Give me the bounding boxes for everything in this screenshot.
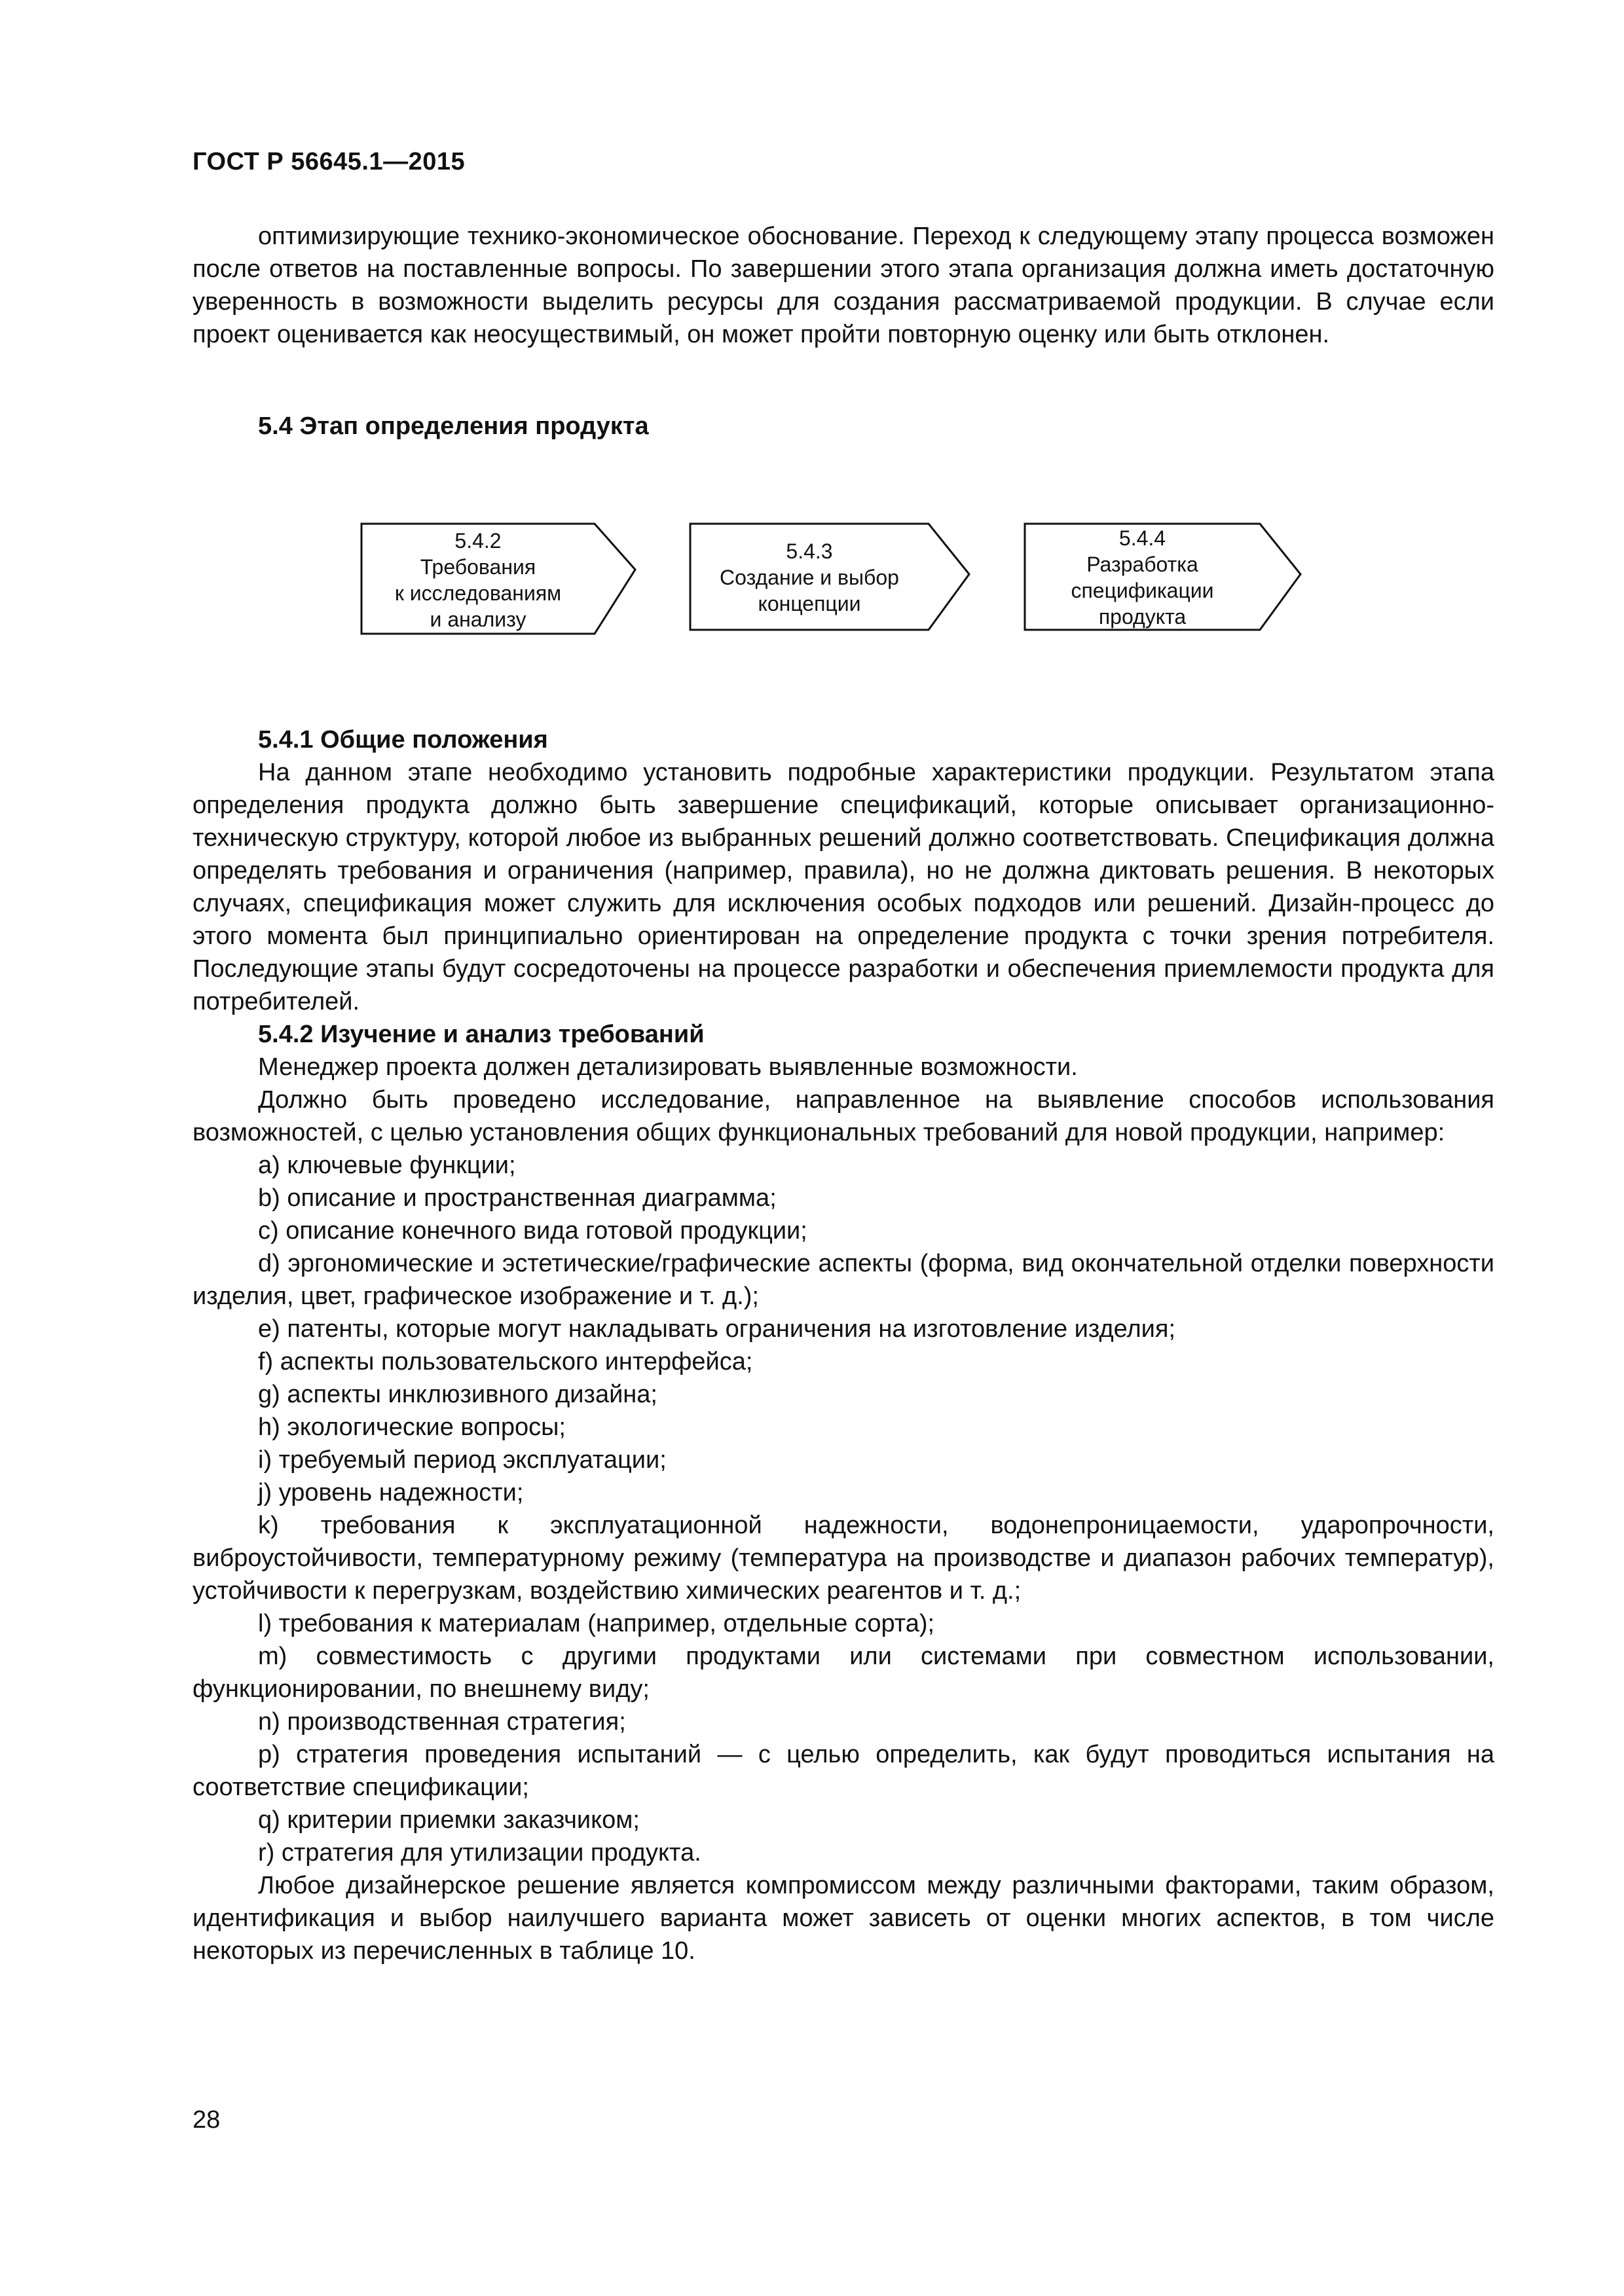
section-5-4-1-paragraph: На данном этапе необходимо установить подробные характеристики продукции. Результатом этапа определения продукта должно быть завершение спецификаций, которые описывает организационно-техническую структуру, которой любое из выбранных решений должно соответствовать. Спецификация должна определять требования и ограничения (например, правила), но не должна диктовать решения. В некоторых случаях, спецификация может служить для исключения особых подходов или решений. Дизайн-процесс до этого момента был принципиально ориентирован на определение продукта с точки зрения потребителя. Последующие этапы будут сосредоточены на процессе разработки и обеспечения приемлемости продукта для потребителей. xyxy=(193,759,1494,1015)
diagram-box-3-line-3: спецификации xyxy=(1071,579,1214,602)
process-diagram xyxy=(354,517,1336,648)
list-item-p: p) стратегия проведения испытаний — с целью определить, как будут проводиться испытания на соответствие спецификации; xyxy=(193,1741,1494,1801)
closing-paragraph: Любое дизайнерское решение является компромиссом между различными факторами, таким образом, идентификация и выбор наилучшего варианта может зависеть от оценки многих аспектов, в том числе некоторых из перечисленных в таблице 10. xyxy=(193,1872,1494,1965)
list-item-f: f) аспекты пользовательского интерфейса; xyxy=(258,1348,753,1376)
document-header: ГОСТ Р 56645.1—2015 xyxy=(193,148,466,175)
section-5-4-title: 5.4 Этап определения продукта xyxy=(258,412,649,440)
section-5-4-2-paragraph-2: Должно быть проведено исследование, направленное на выявление способов использования возможностей, с целью установления общих функциональных требований для новой продукции, например: xyxy=(193,1086,1494,1146)
diagram-box-3-line-2: Разработка xyxy=(1086,553,1198,576)
section-5-4-2-title: 5.4.2 Изучение и анализ требований xyxy=(258,1021,705,1048)
main-text-block xyxy=(193,723,1494,1967)
list-item-b: b) описание и пространственная диаграмма; xyxy=(258,1184,777,1212)
list-item-a: a) ключевые функции; xyxy=(258,1152,516,1179)
diagram-box-1-line-3: к исследованиям xyxy=(394,581,562,605)
list-item-q: q) критерии приемки заказчиком; xyxy=(258,1806,640,1834)
diagram-box-1-line-2: Требования xyxy=(420,555,536,579)
list-item-n: n) производственная стратегия; xyxy=(258,1708,626,1736)
diagram-box-2-line-2: Создание и выбор xyxy=(720,566,899,589)
diagram-box-3-line-4: продукта xyxy=(1098,605,1187,629)
diagram-box-2-line-3: концепции xyxy=(758,592,861,615)
intro-paragraph-block xyxy=(193,220,1494,351)
list-item-j: j) уровень надежности; xyxy=(258,1479,524,1506)
list-item-m: m) совместимость с другими продуктами или системами при совместном использовании, функционировании, по внешнему виду; xyxy=(193,1643,1494,1703)
diagram-box-3-line-1: 5.4.4 xyxy=(1118,526,1166,550)
list-item-i: i) требуемый период эксплуатации; xyxy=(258,1446,667,1474)
list-item-h: h) экологические вопросы; xyxy=(258,1413,566,1441)
intro-paragraph: оптимизирующие технико-экономическое обоснование. Переход к следующему этапу процесса возможен после ответов на поставленные вопросы. По завершении этого этапа организация должна иметь достаточную уверенность в возможности выделить ресурсы для создания рассматриваемой продукции. В случае если проект оценивается как неосуществимый, он может пройти повторную оценку или быть отклонен. xyxy=(193,223,1494,348)
list-item-k: k) требования к эксплуатационной надежности, водонепроницаемости, ударопрочности, виброустойчивости, температурному режиму (температура на производстве и диапазон рабочих температур), устойчивости к перегрузкам, воздействию химических реагентов и т. д.; xyxy=(193,1512,1494,1605)
diagram-box-2-line-1: 5.4.3 xyxy=(786,539,833,563)
diagram-box-3-label xyxy=(1025,525,1260,630)
list-item-d: d) эргономические и эстетические/графические аспекты (форма, вид окончательной отделки поверхности изделия, цвет, графическое изображение и т. д.); xyxy=(193,1250,1494,1310)
list-item-c: c) описание конечного вида готовой продукции; xyxy=(258,1217,807,1245)
diagram-box-1-label xyxy=(361,528,595,632)
section-5-4-1-title: 5.4.1 Общие положения xyxy=(258,726,548,754)
diagram-box-1-line-1: 5.4.2 xyxy=(454,529,502,553)
list-item-e: e) патенты, которые могут накладывать ограничения на изготовление изделия; xyxy=(258,1315,1176,1343)
diagram-box-1-line-4: и анализу xyxy=(430,608,526,631)
list-item-l: l) требования к материалам (например, отдельные сорта); xyxy=(258,1610,935,1637)
section-5-4-2-paragraph-1: Менеджер проекта должен детализировать выявленные возможности. xyxy=(258,1053,1078,1081)
diagram-box-2-label xyxy=(690,538,929,617)
list-item-g: g) аспекты инклюзивного дизайна; xyxy=(258,1381,657,1408)
page-number: 28 xyxy=(193,2106,221,2134)
list-item-r: r) стратегия для утилизации продукта. xyxy=(258,1839,701,1867)
